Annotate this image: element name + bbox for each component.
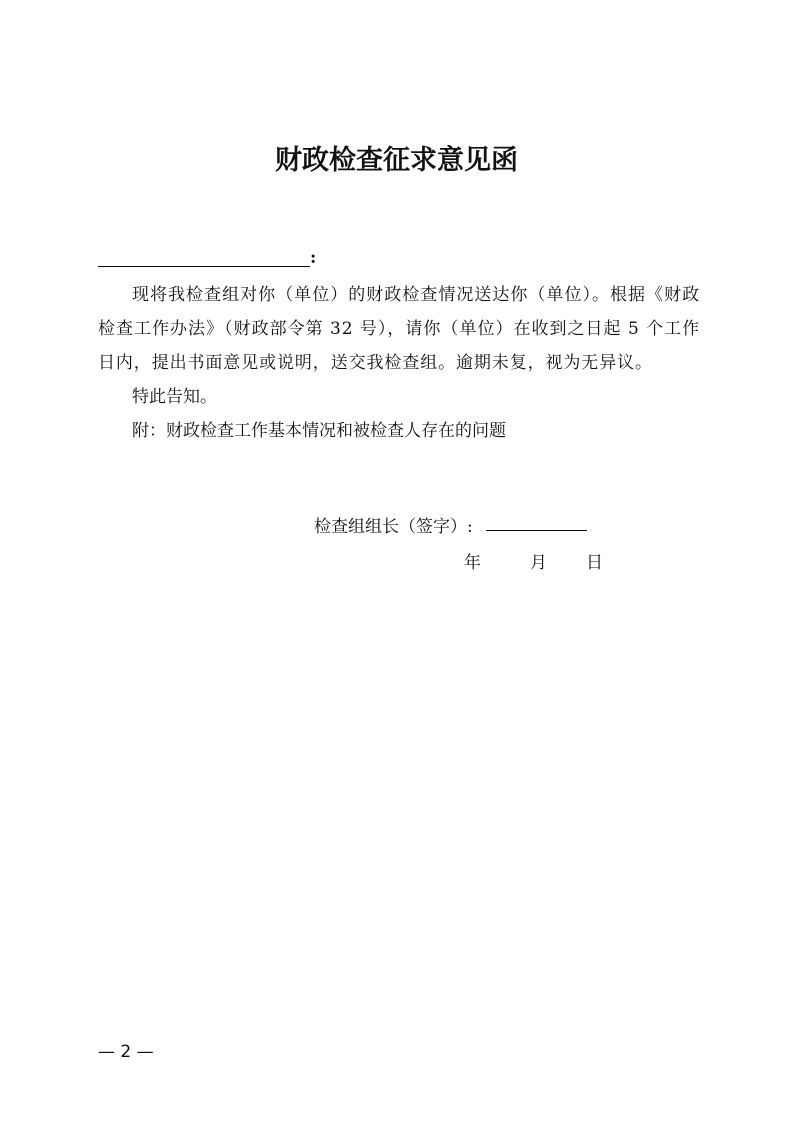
date-day-label: 日: [586, 553, 603, 573]
letter-body: [98, 278, 700, 448]
document-title: 财政检查征求意见函: [275, 145, 518, 176]
addressee-colon: :: [310, 248, 317, 268]
signature-label: 检查组组长（签字）:: [314, 517, 473, 537]
addressee-line: [98, 248, 328, 270]
signature-block: [314, 512, 587, 538]
body-paragraph-attachment: 附：财政检查工作基本情况和被检查人存在的问题: [132, 421, 506, 441]
body-paragraph-notice: 特此告知。: [132, 387, 217, 407]
date-month-label: 月: [530, 553, 547, 573]
addressee-blank: [98, 266, 310, 267]
date-year-label: 年: [464, 553, 481, 573]
body-paragraph-main: 现将我检查组对你（单位）的财政检查情况送达你（单位）。根据《财政检查工作办法》（财政部令第 32 号），请你（单位）在收到之日起 5 个工作日内，提出书面意见或说明，送交我检查组。逾期未复，视为无异议。: [98, 285, 700, 373]
page-number: — 2 —: [98, 1042, 154, 1062]
signature-blank: [486, 512, 587, 531]
